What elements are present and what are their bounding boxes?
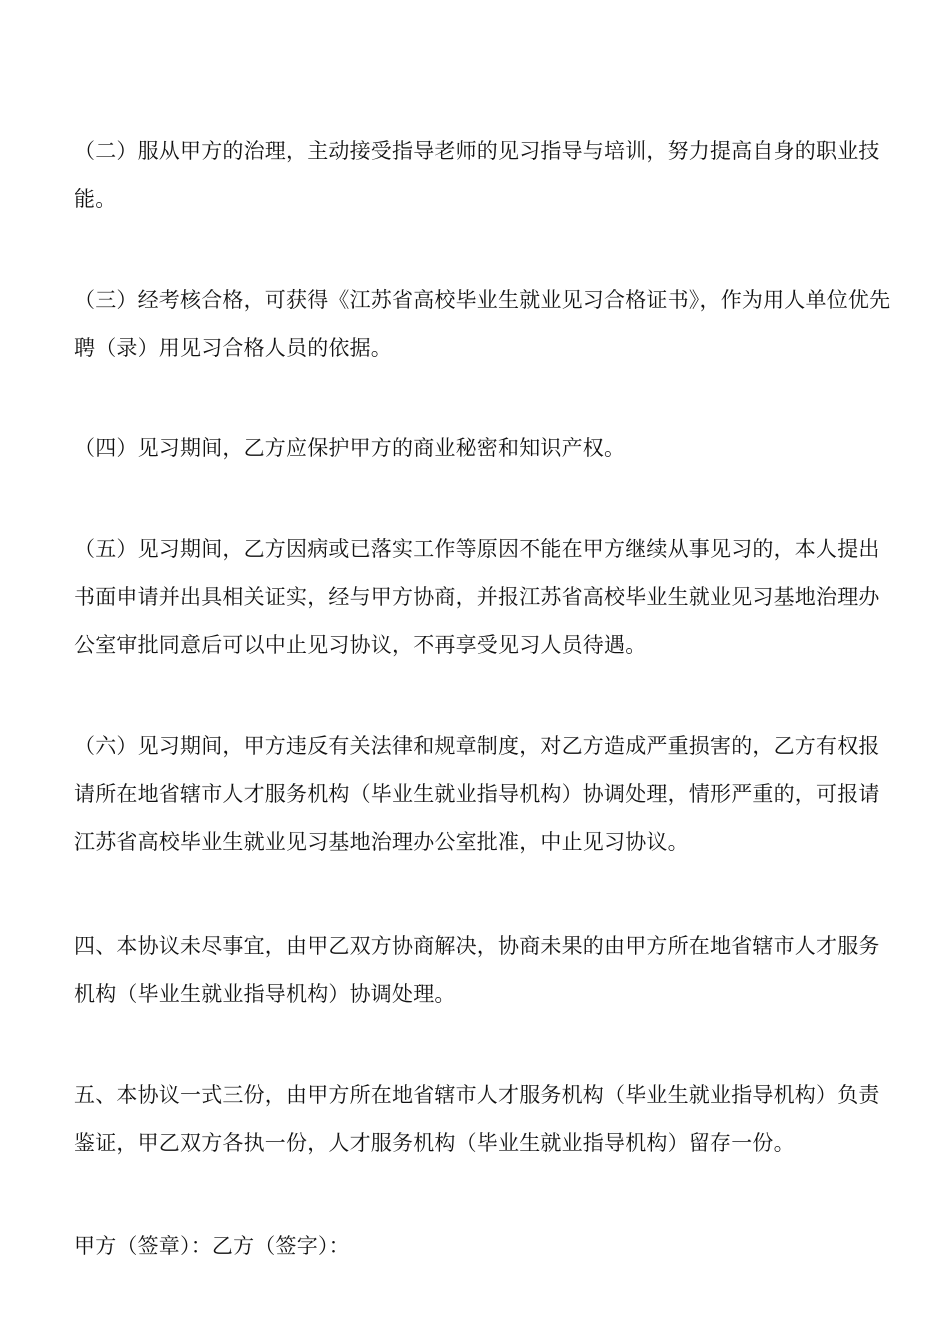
article-4-unresolved-matters: 四、本协议未尽事宜，由甲乙双方协商解决，协商未果的由甲方所在地省辖市人才服务机构（毕业生就业指导机构）协调处理。: [74, 934, 880, 1006]
article-5-copies: 五、本协议一式三份，由甲方所在地省辖市人才服务机构（毕业生就业指导机构）负责鉴证，甲乙双方各执一份，人才服务机构（毕业生就业指导机构）留存一份。: [74, 1083, 880, 1155]
clause-3-certificate: （三）经考核合格，可获得《江苏省高校毕业生就业见习合格证书》，作为用人单位优先聘（录）用见习合格人员的依据。: [74, 288, 891, 360]
clause-2-obey-guidance: （二）服从甲方的治理，主动接受指导老师的见习指导与培训，努力提高自身的职业技能。: [74, 139, 880, 211]
clause-5-termination-by-trainee: （五）见习期间，乙方因病或已落实工作等原因不能在甲方继续从事见习的，本人提出书面申请并出具相关证实，经与甲方协商，并报江苏省高校毕业生就业见习基地治理办公室审批同意后可以中止见习协议，不再享受见习人员待遇。: [74, 537, 880, 657]
signature-line: 甲方（签章）：乙方（签字）：: [74, 1234, 350, 1258]
clause-4-confidentiality: （四）见习期间，乙方应保护甲方的商业秘密和知识产权。: [74, 436, 626, 460]
clause-6-violation-by-party-a: （六）见习期间，甲方违反有关法律和规章制度，对乙方造成严重损害的，乙方有权报请所在地省辖市人才服务机构（毕业生就业指导机构）协调处理，情形严重的，可报请江苏省高校毕业生就业见习基地治理办公室批准，中止见习协议。: [74, 734, 880, 854]
